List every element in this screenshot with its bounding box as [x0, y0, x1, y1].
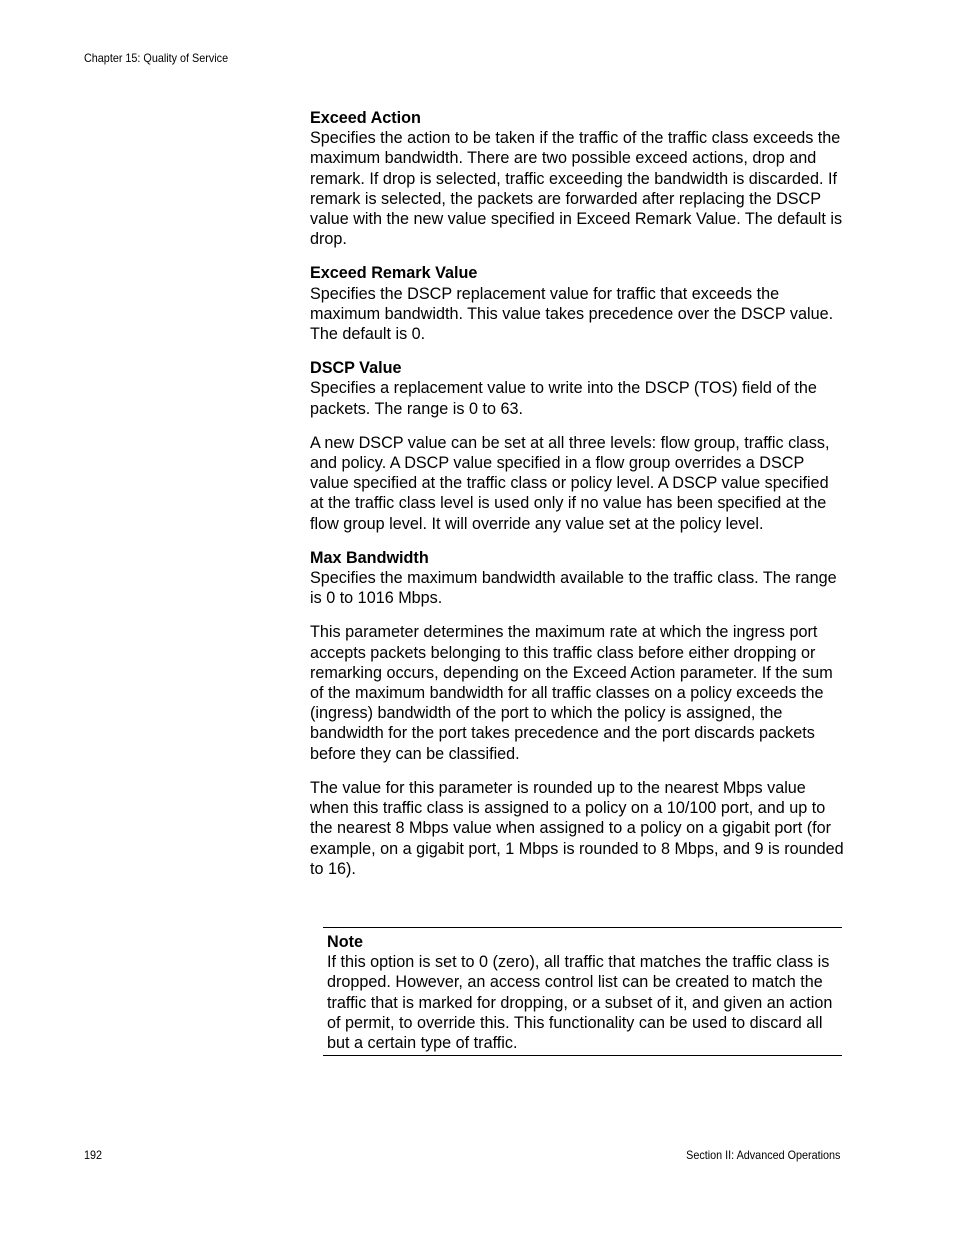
section-max-bandwidth [310, 548, 844, 879]
note-heading: Note [327, 933, 363, 951]
body-paragraph: The value for this parameter is rounded up to the nearest Mbps value when this traffic class is assigned to a policy on a 10/100 port, and up to the nearest 8 Mbps value when assigned to a policy on a gigabit port (for example, on a gigabit port, 1 Mbps is rounded to 8 Mbps, and 9 is rounded to 16). [310, 778, 844, 878]
running-footer-section: Section II: Advanced Operations [685, 1148, 840, 1162]
section-heading: Exceed Action [310, 109, 421, 127]
note-box [323, 927, 842, 1056]
body-paragraph: Specifies a replacement value to write into the DSCP (TOS) field of the packets. The range is 0 to 63. [310, 379, 817, 418]
body-paragraph: Specifies the action to be taken if the traffic of the traffic class exceeds the maximum bandwidth. There are two possible exceed actions, drop and remark. If drop is selected, traffic exceeding the bandwidth is discarded. If remark is selected, the packets are forwarded after replacing the DSCP value with the new value specified in Exceed Remark Value. The default is drop. [310, 129, 843, 249]
section-exceed-action [310, 108, 844, 249]
body-paragraph: Specifies the maximum bandwidth available to the traffic class. The range is 0 to 1016 Mbps. [310, 569, 837, 608]
note-text: If this option is set to 0 (zero), all traffic that matches the traffic class is dropped. However, an access control list can be created to match the traffic that is marked for dropping, or a subset of it, and given an action of permit, to override this. This functionality can be used to discard all but a certain type of traffic. [327, 953, 833, 1053]
page-number: 192 [84, 1148, 103, 1162]
section-exceed-remark-value [310, 263, 844, 344]
body-paragraph: A new DSCP value can be set at all three levels: flow group, traffic class, and policy. A DSCP value specified in a flow group overrides a DSCP value specified at the traffic class or policy level. A DSCP value specified at the traffic class level is used only if no value has been specified at the flow group level. It will override any value set at the policy level. [310, 433, 830, 533]
running-header: Chapter 15: Quality of Service [84, 51, 229, 65]
section-dscp-value [310, 358, 844, 534]
section-heading: Exceed Remark Value [310, 264, 478, 283]
body-paragraph: Specifies the DSCP replacement value for traffic that exceeds the maximum bandwidth. This value takes precedence over the DSCP value. The default is 0. [310, 284, 834, 344]
page-body [310, 108, 844, 893]
section-heading: Max Bandwidth [310, 548, 429, 567]
body-paragraph: This parameter determines the maximum rate at which the ingress port accepts packets belonging to this traffic class before either dropping or remarking occurs, depending on the Exceed Action parameter. If the sum of the maximum bandwidth for all traffic classes on a policy exceeds the (ingress) bandwidth of the port to which the policy is assigned, the bandwidth for the port takes precedence and the port discards packets before they can be classified. [310, 623, 833, 763]
section-heading: DSCP Value [310, 359, 402, 378]
